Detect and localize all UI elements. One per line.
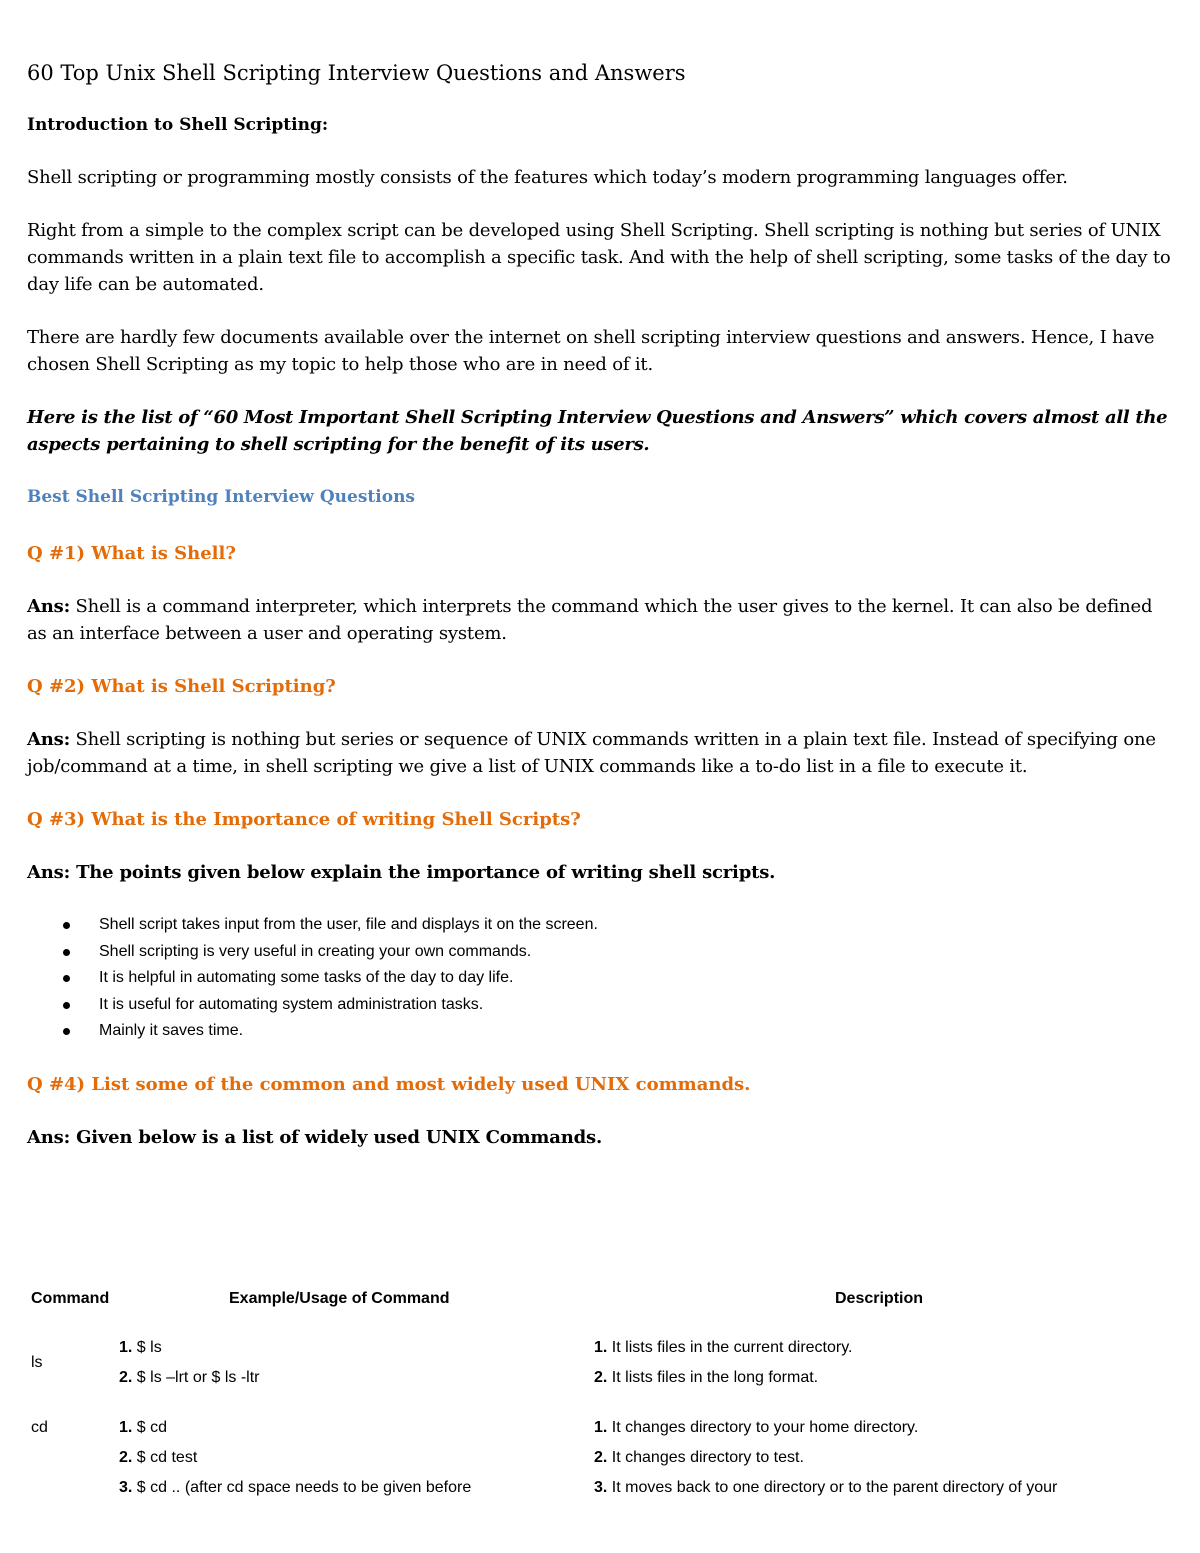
list-item-text: Mainly it saves time.	[99, 1022, 244, 1039]
column-header-description: Description	[835, 1290, 924, 1307]
answer-label: Ans:	[27, 729, 71, 750]
answer-4	[27, 1124, 1177, 1151]
list-item-text: Shell scripting is very useful in creating your own commands.	[99, 942, 532, 960]
example-item: 1. $ ls	[119, 1339, 162, 1356]
example-item: 2. $ ls –lrt or $ ls -ltr	[119, 1369, 260, 1386]
description-item: 2. It lists files in the long format.	[594, 1369, 819, 1386]
intro-emphasis: Here is the list of “60 Most Important Shell Scripting Interview Questions and Answers” which covers almost all the aspects pertaining to shell scripting for the benefit of its users.	[27, 407, 1168, 455]
answer-text: Shell is a command interpreter, which interprets the command which the user gives to the kernel. It can also be defined as an interface between a user and operating system.	[27, 596, 1153, 644]
answer-text: Shell scripting is nothing but series or sequence of UNIX commands written in a plain text file. Instead of specifying one job/command at a time, in shell scripting we give a list of UNIX commands like a to-do list in a file to execute it.	[27, 729, 1156, 777]
intro-paragraph-1: Shell scripting or programming mostly consists of the features which today’s modern programming languages offer.	[27, 167, 1068, 188]
document-title: 60 Top Unix Shell Scripting Interview Questions and Answers	[27, 61, 686, 85]
description-item: 1. It changes directory to your home directory.	[594, 1419, 919, 1436]
bullet-icon	[63, 975, 70, 982]
column-header-example: Example/Usage of Command	[229, 1290, 450, 1307]
example-item: 3. $ cd .. (after cd space needs to be given before	[119, 1479, 472, 1496]
table-cell-command: ls	[31, 1354, 43, 1371]
intro-paragraph-2: Right from a simple to the complex script can be developed using Shell Scripting. Shell scripting is nothing but series of UNIX commands written in a plain text file to accomplish a specific task. And with the help of shell scripting, some tasks of the day to day life can be automated.	[27, 220, 1171, 295]
question-1: Q #1) What is Shell?	[27, 543, 236, 564]
answer-3	[27, 859, 1177, 886]
answer-1	[27, 593, 1177, 647]
table-cell-examples	[119, 1333, 259, 1393]
table-cell-descriptions	[594, 1333, 852, 1393]
document-page	[27, 58, 1177, 1177]
list-item	[99, 1018, 1177, 1045]
answer-label: Ans:	[27, 1126, 71, 1148]
table-cell-command: cd	[31, 1419, 48, 1436]
list-item-text: It is useful for automating system administration tasks.	[99, 995, 484, 1013]
list-item	[99, 992, 1177, 1019]
description-item: 3. It moves back to one directory or to the parent directory of your	[594, 1479, 1058, 1496]
bullet-icon	[63, 922, 70, 929]
description-item: 1. It lists files in the current directory.	[594, 1339, 853, 1356]
column-header-command: Command	[31, 1290, 110, 1307]
intro-heading: Introduction to Shell Scripting:	[27, 115, 329, 135]
question-3: Q #3) What is the Importance of writing Shell Scripts?	[27, 809, 581, 830]
answer-text: Given below is a list of widely used UNIX Commands.	[70, 1126, 603, 1148]
bullet-icon	[63, 1028, 70, 1035]
description-item: 2. It changes directory to test.	[594, 1449, 804, 1466]
table-cell-descriptions	[594, 1413, 1057, 1503]
example-item: 1. $ cd	[119, 1419, 168, 1436]
list-item	[99, 912, 1177, 939]
list-item	[99, 965, 1177, 992]
section-heading: Best Shell Scripting Interview Questions	[27, 487, 415, 507]
list-item-text: Shell script takes input from the user, file and displays it on the screen.	[99, 916, 598, 933]
importance-list	[27, 912, 1177, 1045]
list-item-text: It is helpful in automating some tasks of the day to day life.	[99, 969, 514, 986]
example-item: 2. $ cd test	[119, 1449, 198, 1466]
bullet-icon	[63, 1002, 70, 1009]
bullet-icon	[63, 949, 70, 956]
table-cell-examples	[119, 1413, 471, 1503]
intro-paragraph-3: There are hardly few documents available over the internet on shell scripting interview questions and answers. Hence, I have chosen Shell Scripting as my topic to help those who are in need of it.	[27, 327, 1155, 375]
question-2: Q #2) What is Shell Scripting?	[27, 676, 336, 697]
answer-2	[27, 726, 1177, 780]
answer-label: Ans:	[27, 862, 71, 883]
answer-text: The points given below explain the importance of writing shell scripts.	[70, 862, 776, 883]
list-item	[99, 939, 1177, 966]
answer-label: Ans:	[27, 596, 71, 617]
question-4: Q #4) List some of the common and most widely used UNIX commands.	[27, 1073, 751, 1095]
